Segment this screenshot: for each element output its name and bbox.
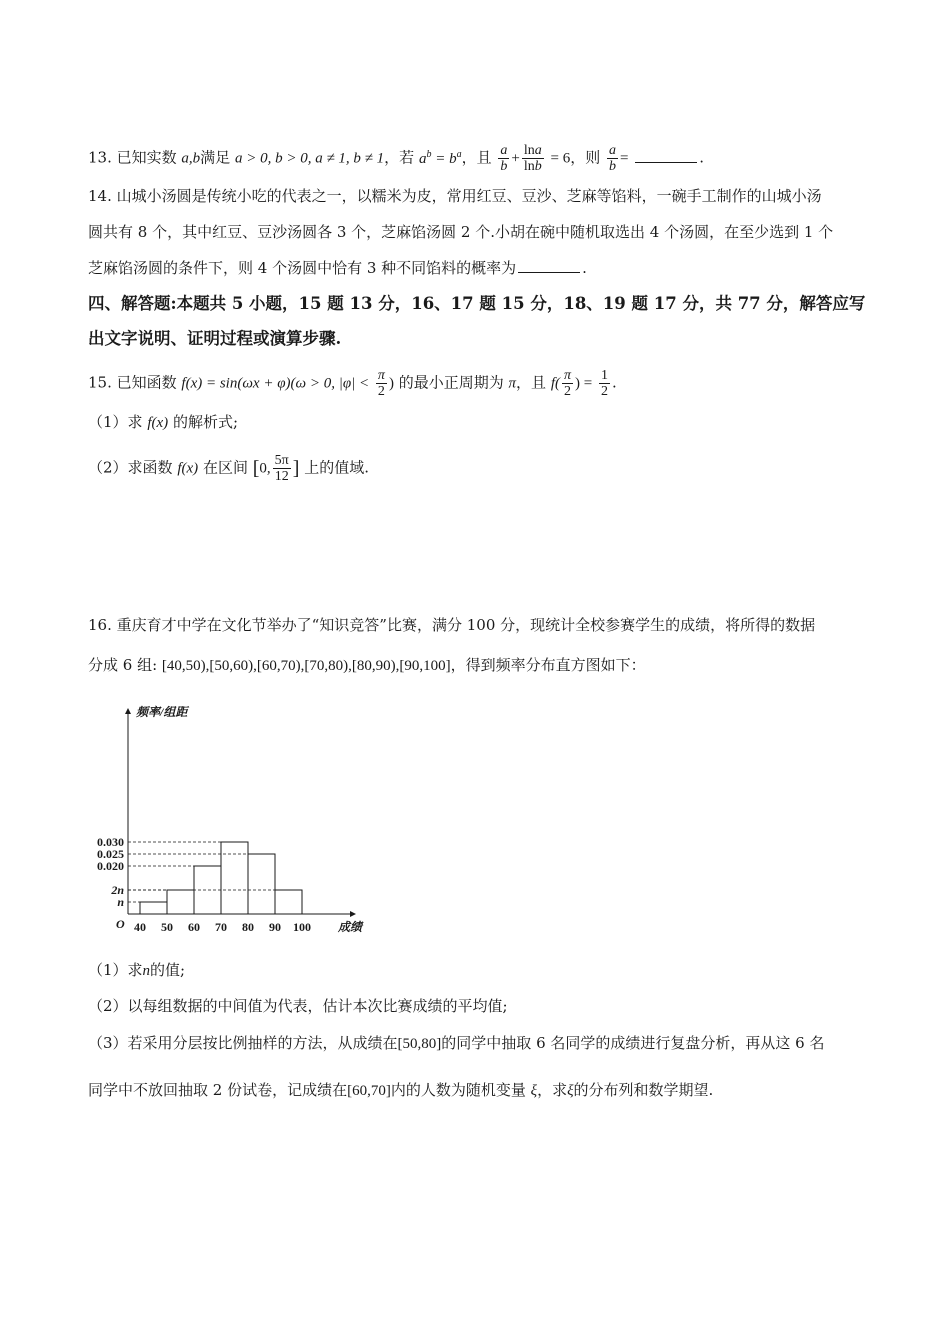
bar-0 — [140, 902, 167, 914]
x-tick-1: 50 — [161, 920, 173, 934]
bar-4 — [248, 854, 275, 914]
q13-condition: a > 0, b > 0, a ≠ 1, b ≠ 1 — [234, 150, 385, 167]
y-tick-1: 2n — [111, 883, 124, 897]
q16-sub-2: （2）以每组数据的中间值为代表，估计本次比赛成绩的平均值; — [88, 997, 508, 1015]
q16-xi-1: ξ — [530, 1083, 538, 1099]
q13-answer-blank[interactable] — [635, 148, 697, 163]
x-tick-5: 90 — [269, 920, 281, 934]
y-axis-arrow — [125, 708, 131, 714]
x-tick-6: 100 — [293, 920, 311, 934]
x-tick-4: 80 — [242, 920, 254, 934]
q15-prefix: 15. 已知函数 — [88, 373, 177, 392]
q16-sub3-b: 的同学中抽取 6 名同学的成绩进行复盘分析，再从这 6 名 — [441, 1034, 825, 1052]
q16-sub1-var: n — [142, 963, 151, 979]
q15-sub1-suffix: 的解析式; — [172, 413, 238, 431]
x-axis-label: 成绩 — [338, 920, 363, 934]
q13-frac-a-b: $\frac{a}{b}$ — [500, 143, 508, 174]
q15-cond-word: ，且 — [516, 373, 547, 392]
q15-sub2-zero: 0, — [259, 460, 271, 477]
q15-eq: ) = — [575, 375, 593, 392]
q15-function: f(x) = sin(ωx + φ)(ω > 0, |φ| < — [181, 375, 370, 392]
q13-and-word: ，且 — [461, 148, 492, 167]
q13-power-equation: $a^b = b^a$ — [418, 148, 462, 167]
y-tick-0: n — [117, 895, 124, 909]
bar-5 — [275, 890, 302, 914]
q16-line-1: 16. 重庆育才中学在文化节举办了“知识竞答”比赛，满分 100 分，现统计全校参赛学生的成绩，将所得的数据 — [88, 616, 816, 634]
q15-close-paren: ) — [388, 375, 394, 392]
y-tick-3: 0.025 — [97, 847, 124, 861]
q16-line2-prefix: 分成 6 组: — [88, 656, 158, 674]
q13-frac-ln: $\frac{\ln a}{\ln b}$ — [523, 143, 542, 174]
q14-answer-blank[interactable] — [518, 258, 580, 273]
bar-3 — [221, 842, 248, 914]
q16-sub3-c: 同学中不放回抽取 2 份试卷，记成绩在 — [88, 1081, 348, 1099]
bar-1 — [167, 890, 194, 914]
y-tick-4: 0.030 — [97, 835, 124, 849]
q15-sub-2: （2）求函数 f(x) 在区间 [0, $\frac{5\pi}{12}$ ] 上的值域. — [88, 453, 369, 484]
x-tick-3: 70 — [215, 920, 227, 934]
q16-sub1-suffix: 的值; — [150, 961, 186, 979]
q13-then-word: ，则 — [570, 148, 601, 167]
origin-label: O — [116, 917, 125, 931]
q14-line-2: 圆共有 8 个，其中红豆、豆沙汤圆各 3 个，芝麻馅汤圆 2 个.小胡在碗中随机取选出 4 个汤圆，在至少选到 1 个 — [88, 223, 834, 241]
question-13: 13. 已知实数 a,b满足 a > 0, b > 0, a ≠ 1, b ≠ 1，若 $a^b = b^a$，且 $\frac{a}{b}$ + $\frac{\ln a}{\ln b}$ = 6，则 $\frac{a}{b}$ = . — [88, 143, 705, 174]
q13-eq: = — [620, 150, 629, 167]
q13-eq6: = 6 — [550, 150, 571, 167]
q15-frac-pi-2: $\frac{\pi}{2}$ — [377, 368, 385, 399]
q16-sub-1 — [88, 960, 185, 981]
q15-sub2-suffix: 上的值域. — [304, 458, 369, 477]
frequency-histogram — [88, 700, 388, 940]
q16-sub3-interval-2: [60,70] — [347, 1083, 391, 1099]
q13-frac-answer: $\frac{a}{b}$ — [609, 143, 617, 174]
q15-sub2-mid: 在区间 — [202, 458, 248, 477]
q16-sub1-prefix: （1）求 — [88, 961, 143, 979]
q14-line-3 — [88, 258, 587, 278]
q16-sub-3-line-1 — [88, 1033, 824, 1054]
q16-xi-2: ξ — [567, 1083, 574, 1099]
q14-line-1: 14. 山城小汤圆是传统小吃的代表之一，以糯米为皮，常用红豆、豆沙、芝麻等馅料，一碗手工制作的山城小汤 — [88, 187, 822, 205]
q16-line-2 — [88, 655, 646, 676]
q16-groups: [40,50),[50,60),[60,70),[70,80),[80,90),[90,100] — [161, 658, 451, 674]
q13-vars: a,b — [181, 150, 201, 167]
q15-sub1-prefix: （1）求 — [88, 413, 143, 431]
q15-sub1-func: f(x) — [147, 415, 169, 431]
q15-frac-pi-2-arg: $\frac{\pi}{2}$ — [564, 368, 572, 399]
q14-end: . — [582, 259, 587, 277]
section-4-heading-line-2: 出文字说明、证明过程或演算步骤. — [88, 329, 342, 348]
question-15 — [88, 368, 617, 399]
section-4-heading-line-1: 四、解答题:本题共 5 小题，15 题 13 分，16、17 题 15 分，18、19 题 17 分，共 77 分，解答应写 — [88, 294, 866, 313]
q15-sub2-prefix: （2）求函数 — [88, 458, 173, 477]
q13-if-word: ，若 — [384, 148, 415, 167]
q16-sub3-d: 内的人数为随机变量 — [390, 1081, 526, 1099]
q13-cond-word: 满足 — [200, 148, 231, 167]
q15-period: π — [508, 375, 517, 392]
q16-sub3-e: ，求 — [537, 1081, 568, 1099]
x-tick-0: 40 — [134, 920, 146, 934]
q14-line-3-text: 芝麻馅汤圆的条件下，则 4 个汤圆中恰有 3 种不同馅料的概率为 — [88, 259, 517, 277]
q13-end: . — [699, 148, 705, 167]
q16-sub3-f: 的分布列和数学期望. — [573, 1081, 714, 1099]
q16-line2-suffix: ，得到频率分布直方图如下： — [450, 656, 646, 674]
q16-sub-3-line-2 — [88, 1080, 713, 1101]
q13-prefix: 13. 已知实数 — [88, 148, 177, 167]
q16-sub3-a: （3）若采用分层按比例抽样的方法，从成绩在 — [88, 1034, 398, 1052]
q15-frac-half: $\frac{1}{2}$ — [601, 368, 609, 399]
q15-sub2-func: f(x) — [177, 460, 199, 477]
q15-sub2-frac: $\frac{5\pi}{12}$ — [274, 453, 289, 484]
x-tick-2: 60 — [188, 920, 200, 934]
q15-fcall: f( — [550, 375, 560, 392]
x-axis-arrow — [350, 911, 356, 917]
y-tick-2: 0.020 — [97, 859, 124, 873]
q16-sub3-interval-1: [50,80] — [397, 1036, 442, 1052]
y-axis-label: 频率/组距 — [136, 705, 188, 719]
q15-end: . — [612, 373, 617, 392]
q15-sub-1 — [88, 412, 238, 433]
q15-period-text: 的最小正周期为 — [398, 373, 504, 392]
